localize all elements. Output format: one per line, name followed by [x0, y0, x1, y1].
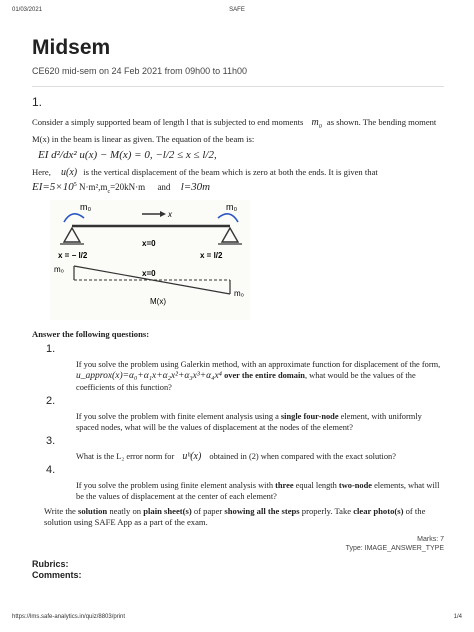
question-number: 1. — [32, 95, 43, 109]
m0-lower-right-label: m₀ — [234, 289, 244, 299]
m0-symbol: $m_0$ — [311, 117, 322, 130]
page-subtitle: CE620 mid-sem on 24 Feb 2021 from 09h00 to 11h00 — [32, 66, 247, 76]
footer-url: https://lms.safe-analytics.in/quiz/8803/print — [12, 614, 126, 620]
given-values: $EI=5\times 10^5$ $N\cdot m^2,m_c=20kN\cdot m$ and l=30m — [32, 180, 211, 195]
subquestion-3: 3. What is the L₂ error norm for uʰ(x) obtained in (2) when compared with the exact solution? — [46, 434, 396, 462]
here-line: Here, u(x) is the vertical displacement of the beam which is zero at both the ends. It is given that — [32, 167, 378, 178]
print-title: SAFE — [229, 7, 245, 13]
page-title: Midsem — [32, 36, 111, 59]
divider — [32, 86, 444, 87]
m0-lower-left-label: m₀ — [54, 265, 64, 275]
question-type: Type: IMAGE_ANSWER_TYPE — [345, 544, 444, 552]
print-header — [12, 7, 462, 17]
question-intro: Consider a simply supported beam of length l that is subjected to end moments $m_0$ as shown. The bending moment M(x) in the beam is linear as given. The equation of the beam is: — [32, 117, 437, 144]
page-content — [32, 36, 444, 581]
beam-equation: EI d²/dx² u(x) − M(x) = 0, −l/2 ≤ x ≤ l/2, — [38, 149, 217, 161]
subquestion-1: 1. If you solve the problem using Galerkin method, with an approximate function for displacement of the form, u_approx(x)=α₀+α₁x+α₂x²+α₃x³+α₄x⁴ over the entire domain, what would be the values of the coefficients of this function? — [46, 342, 441, 392]
m0-right-label: m₀ — [226, 202, 238, 213]
print-date: 01/03/2021 — [12, 7, 43, 13]
x-lower-label: x=0 — [142, 269, 156, 279]
mx-label: M(x) — [150, 297, 166, 307]
closing-instructions: Write the solution neatly on plain sheet(s) of paper showing all the steps properly. Take clear photo(s) of the solution using SAFE App as a part of the exam. — [44, 505, 426, 528]
marks-value: Marks: 7 — [417, 535, 444, 543]
marks-info — [32, 535, 444, 553]
x-right-label: x = l/2 — [200, 251, 223, 261]
page-number: 1/4 — [453, 614, 462, 620]
subquestion-2: 2. If you solve the problem with finite element analysis using a single four-node element, with uniformly spaced nodes, what will be the values of displacement at the nodes of the element? — [46, 394, 422, 432]
m0-left-label: m₀ — [80, 202, 92, 213]
print-footer — [12, 614, 462, 624]
subquestion-4: 4. If you solve the problem using finite element analysis with three equal length two-node elements, what will be the values of displacement at the center of each element? — [46, 463, 440, 501]
comments-label: Comments: — [32, 569, 82, 580]
beam-figure — [50, 200, 250, 320]
svg-text:x: x — [168, 210, 172, 220]
rubrics-label: Rubrics: — [32, 558, 69, 569]
answer-heading: Answer the following questions: — [32, 329, 150, 340]
x-left-label: x = − l/2 — [58, 251, 88, 261]
x-mid-label: x=0 — [142, 239, 156, 249]
